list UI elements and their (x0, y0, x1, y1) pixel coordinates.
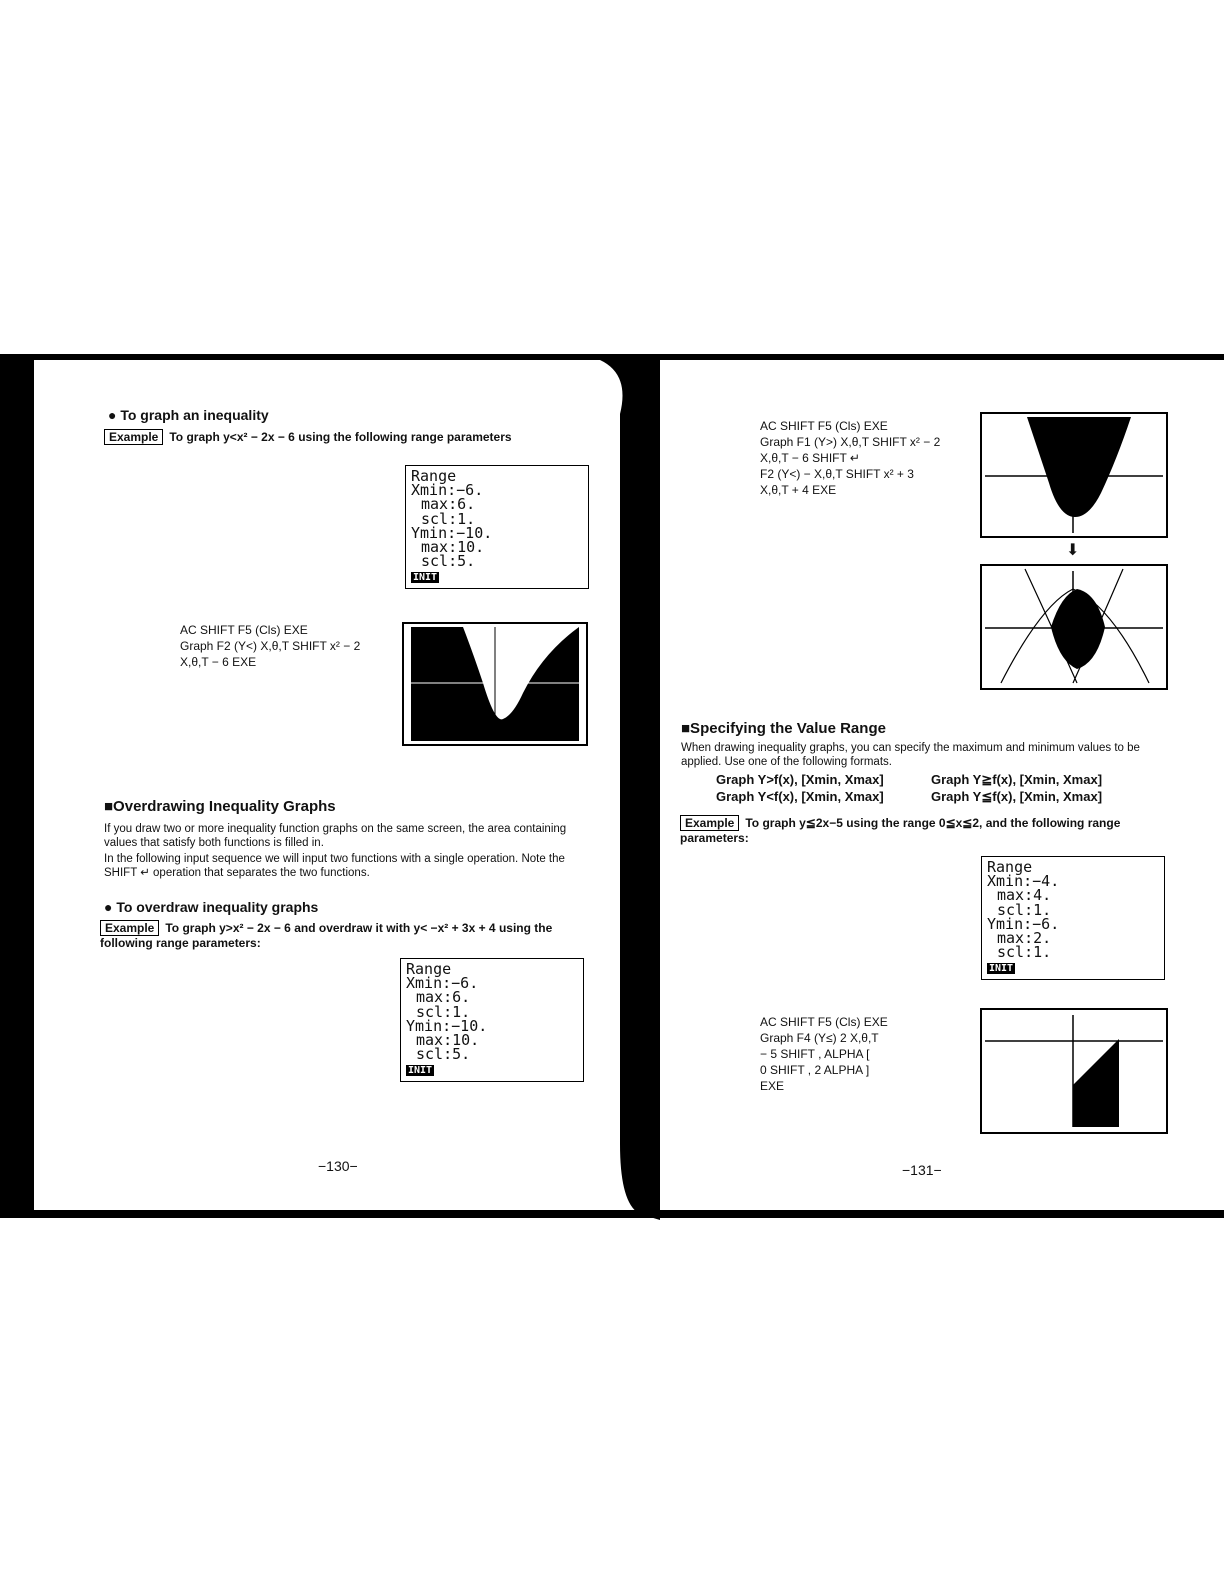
graph-screen-3 (980, 564, 1168, 690)
init-softkey: INIT (989, 963, 1014, 975)
range-line: scl:1. (997, 943, 1052, 962)
init-softkey: INIT (408, 1065, 433, 1077)
graph-screen-1 (402, 622, 588, 746)
range-line: max:4. (997, 886, 1052, 905)
range-line: Range (406, 960, 452, 978)
key-line: − 5 SHIFT , ALPHA [ (760, 1047, 870, 1061)
example-label: Example (680, 815, 739, 831)
example-1-text: To graph y<x² − 2x − 6 using the following range parameters (169, 430, 512, 444)
key-line: Graph F4 (Y≤) 2 X,θ,T (760, 1031, 879, 1045)
example-2-text: To graph y>x² − 2x − 6 and overdraw it with y< −x² + 3x + 4 using the following range parameters: (100, 921, 553, 950)
key-sequence-top (760, 418, 940, 498)
range-line: Ymin:−10. (406, 1016, 488, 1035)
format-3: Graph Y<f(x), [Xmin, Xmax] (716, 789, 884, 804)
example-3 (680, 815, 1166, 845)
key-line: 0 SHIFT , 2 ALPHA ] (760, 1063, 870, 1077)
book-spine (600, 354, 660, 1220)
key-line: F2 (Y<) − X,θ,T SHIFT x² + 3 (760, 467, 914, 481)
range-line: Range (987, 858, 1033, 876)
bullet-heading-overdraw: ● To overdraw inequality graphs (104, 899, 319, 915)
page-number-left: −130− (318, 1158, 358, 1174)
key-line: AC SHIFT F5 (Cls) EXE (760, 419, 888, 433)
range-line: Ymin:−10. (411, 523, 493, 542)
page-number-right: −131− (902, 1162, 942, 1178)
format-1: Graph Y>f(x), [Xmin, Xmax] (716, 772, 884, 787)
range-line: scl:1. (997, 900, 1052, 919)
key-line: EXE (760, 1079, 785, 1093)
key-line: X,θ,T − 6 EXE (180, 655, 257, 669)
range-line: scl:1. (421, 509, 476, 528)
range-line: scl:5. (416, 1045, 471, 1064)
section-title-value-range: ■Specifying the Value Range (681, 720, 886, 737)
range-line: max:6. (416, 988, 471, 1007)
example-1 (104, 429, 512, 445)
init-softkey: INIT (413, 572, 438, 584)
paragraph-overdraw-1: If you draw two or more inequality function graphs on the same screen, the area containing values that satisfy both functions is filled in. (104, 823, 567, 849)
range-line: Xmin:−6. (411, 481, 484, 500)
key-sequence-1 (180, 622, 360, 670)
range-screen-2 (400, 958, 584, 1082)
range-line: scl:5. (421, 552, 476, 571)
graph-screen-2 (980, 412, 1168, 538)
example-label: Example (100, 920, 159, 936)
range-line: Range (411, 467, 457, 485)
range-screen-3 (981, 856, 1165, 980)
range-screen-1 (405, 465, 589, 589)
key-line: Graph F2 (Y<) X,θ,T SHIFT x² − 2 (180, 639, 361, 653)
key-sequence-bottom (760, 1014, 888, 1094)
paragraph-value-range: When drawing inequality graphs, you can specify the maximum and minimum values to be applied. Use one of the following formats. (681, 742, 1140, 768)
format-4: Graph Y≦f(x), [Xmin, Xmax] (931, 789, 1103, 804)
range-line: max:2. (997, 929, 1052, 948)
range-line: Xmin:−6. (406, 974, 479, 993)
key-line: AC SHIFT F5 (Cls) EXE (760, 1015, 888, 1029)
left-page-edge (0, 354, 34, 1218)
range-line: scl:1. (416, 1002, 471, 1021)
paragraph-overdraw-2: In the following input sequence we will input two functions with a single operation. Note the SHIFT ↵ operation that separates the two functions. (104, 853, 565, 879)
range-line: Ymin:−6. (987, 914, 1060, 933)
key-line: X,θ,T + 4 EXE (760, 483, 837, 497)
example-label: Example (104, 429, 163, 445)
range-line: max:6. (421, 495, 476, 514)
range-line: max:10. (421, 538, 485, 557)
key-line: Graph F1 (Y>) X,θ,T SHIFT x² − 2 (760, 435, 941, 449)
down-arrow-icon: ⬇ (1066, 542, 1080, 559)
key-line: AC SHIFT F5 (Cls) EXE (180, 623, 308, 637)
graph-screen-4 (980, 1008, 1168, 1134)
key-line: X,θ,T − 6 SHIFT ↵ (760, 451, 860, 465)
bullet-heading-graph-inequality: ● To graph an inequality (108, 407, 269, 423)
format-2: Graph Y≧f(x), [Xmin, Xmax] (931, 772, 1103, 787)
section-title-overdrawing: ■Overdrawing Inequality Graphs (104, 798, 336, 815)
range-line: max:10. (416, 1031, 480, 1050)
example-3-text: To graph y≦2x−5 using the range 0≦x≦2, and the following range parameters: (680, 816, 1121, 845)
bottom-edge-bar (0, 1210, 1224, 1218)
range-line: Xmin:−4. (987, 872, 1060, 891)
example-2 (100, 920, 588, 950)
